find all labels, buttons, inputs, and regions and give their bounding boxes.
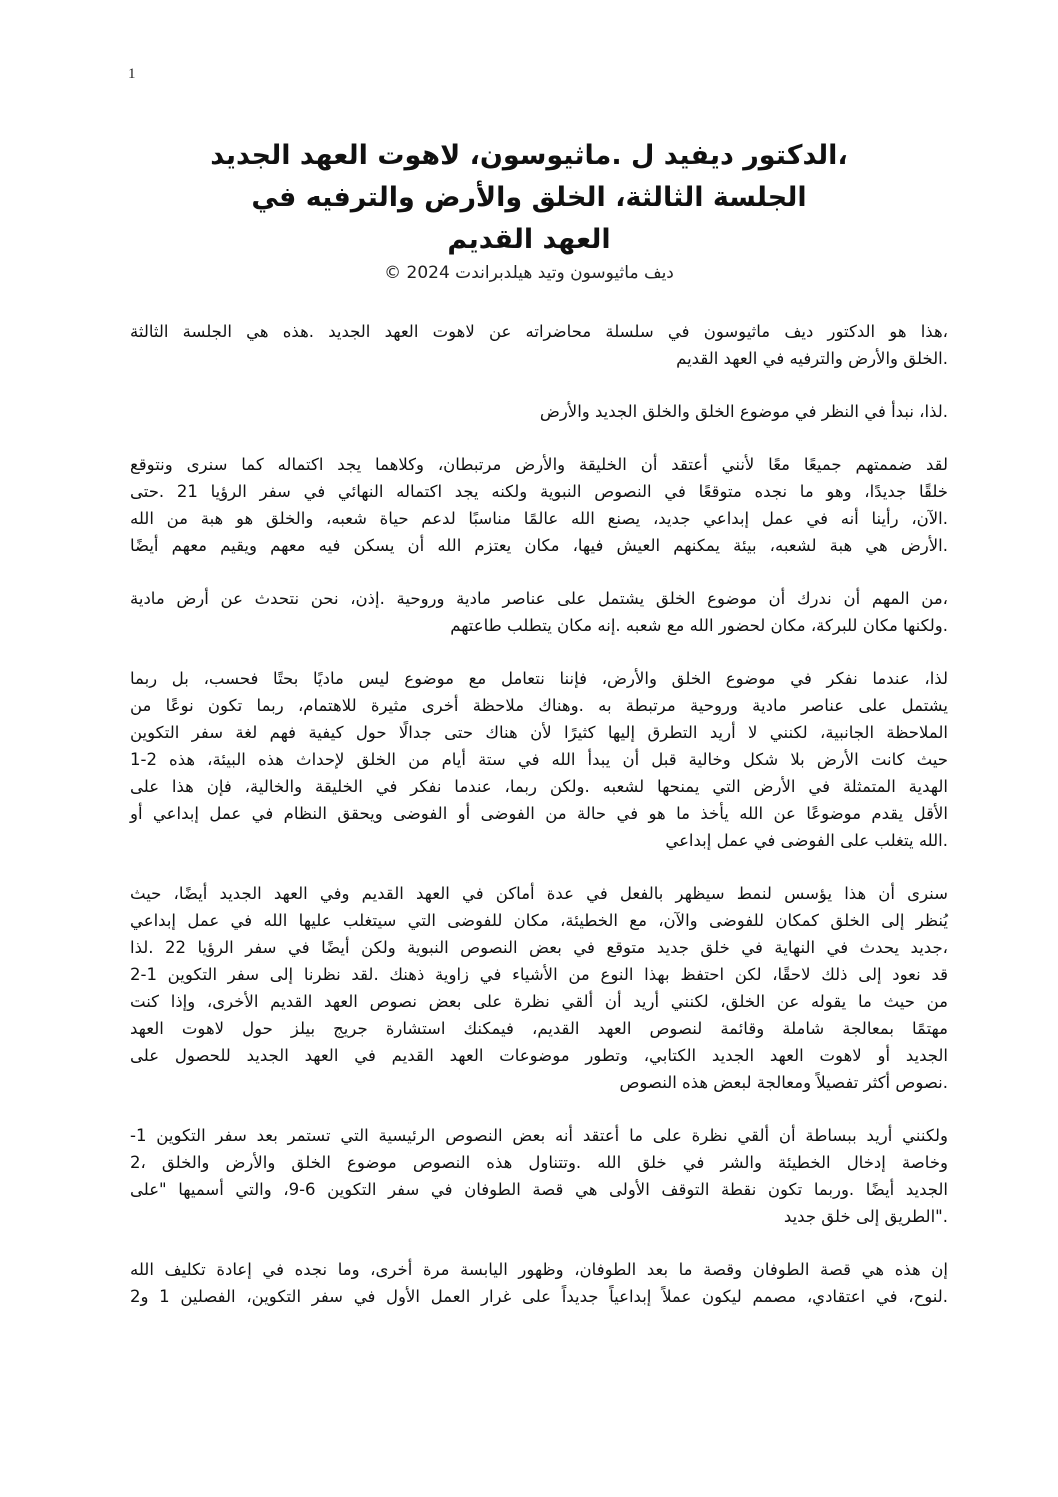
text-line: مهتمًا بمعالجة شاملة وقائمة لنصوص العهد القديم، فيمكنك استشارة جريج بيلز حول لاهوت العهد	[130, 1019, 948, 1038]
text-line: وخاصة إدخال الخطيئة والشر في خلق الله .وتتناول هذه النصوص موضوع الخلق والأرض والخلق ،2	[130, 1153, 948, 1172]
paragraph	[130, 880, 948, 1096]
text-line: الأقل يقدم موضوعًا عن الله يأخذ ما هو في حالة من الفوضى أو الفوضى ويحقق النظام في عمل إبداعي أو	[130, 804, 948, 823]
document-title-block	[100, 135, 958, 285]
page-number: 1	[128, 66, 136, 82]
paragraph	[130, 1122, 948, 1230]
paragraph	[130, 665, 948, 854]
title-line: ،الدكتور ديفيد ل .ماثيوسون، لاهوت العهد الجديد	[210, 140, 848, 171]
paragraph	[130, 398, 948, 425]
text-line: الجديد أو لاهوت العهد الجديد الكتابي، وتطور موضوعات العهد القديم في العهد الجديد للحصول على	[130, 1046, 948, 1065]
text-line: من حيث ما يقوله عن الخلق، لكنني أريد أن ألقي نظرة على بعض نصوص العهد القديم الأخرى، وإذا كنت	[130, 992, 948, 1011]
text-line: .الله يتغلب على الفوضى في عمل إبداعي	[665, 831, 948, 850]
text-line: يشتمل على عناصر مادية وروحية مرتبطة به .وهناك ملاحظة أخرى مثيرة للاهتمام، ربما تكون نوعًا من	[130, 696, 948, 715]
text-line: ."الطريق إلى خلق جديد	[783, 1207, 948, 1226]
text-line: الجديد أيضًا .وربما تكون نقطة التوقف الأولى هي قصة الطوفان في سفر التكوين 6-9، والتي أسميها "على	[130, 1180, 948, 1199]
text-line: يُنظر إلى الخلق كمكان للفوضى والآن، مع الخطيئة، مكان للفوضى التي سيتغلب عليها الله في عمل إبداعي	[130, 911, 948, 930]
copyright-line: ديف ماثيوسون وتيد هيلدبراندت 2024 ©	[384, 263, 674, 283]
text-line: لقد ضممتهم جميعًا معًا لأنني أعتقد أن الخليقة والأرض مرتبطان، وكلاهما يجد اكتماله كما سنرى ونتوقع	[130, 455, 948, 474]
text-line: .نصوص أكثر تفصيلاً ومعالجة لبعض هذه النصوص	[619, 1073, 948, 1092]
text-line: .ولكنها مكان للبركة، مكان لحضور الله مع شعبه .إنه مكان يتطلب طاعتهم	[450, 616, 948, 635]
text-line: .لذا، نبدأ في النظر في موضوع الخلق والخلق الجديد والأرض	[539, 402, 948, 421]
text-line: .لنوح، في اعتقادي، مصمم ليكون عملاً إبداعياً جديداً على غرار العمل الأول في سفر التكوين، الفصلين 1 و2	[130, 1287, 948, 1306]
text-line: ،من المهم أن ندرك أن موضوع الخلق يشتمل على عناصر مادية وروحية .إذن، نحن نتحدث عن أرض مادية	[130, 589, 948, 608]
text-line: ولكنني أريد ببساطة أن ألقي نظرة على ما أعتقد أنه بعض النصوص الرئيسية التي تستمر بعد سفر التكوين 1-	[130, 1126, 948, 1145]
text-line: لذا، عندما نفكر في موضوع الخلق والأرض، فإننا نتعامل مع موضوع ليس ماديًا بحتًا فحسب، بل ربما	[130, 669, 948, 688]
text-line: .الخلق والأرض والترفيه في العهد القديم	[676, 349, 948, 368]
paragraph	[130, 585, 948, 639]
text-line: الهدية المتمثلة في الأرض التي يمنحها لشعبه .ولكن ربما، عندما نفكر في الخليقة والخالية، فإن هذا على	[130, 777, 948, 796]
paragraph	[130, 318, 948, 372]
text-line: سنرى أن هذا يؤسس لنمط سيظهر بالفعل في عدة أماكن في العهد القديم وفي العهد الجديد أيضًا، حيث	[130, 884, 948, 903]
text-line: حيث كانت الأرض بلا شكل وخالية قبل أن يبدأ الله في ستة أيام من الخلق لإحداث هذه البيئة، هذه 2-1	[130, 750, 948, 769]
text-line: خلقًا جديدًا، وهو ما نجده متوقعًا في النصوص النبوية ولكنه يجد اكتماله النهائي في سفر الرؤيا 21 .حتى	[130, 482, 949, 501]
text-line: قد نعود إلى ذلك لاحقًا، لكن احتفظ بهذا النوع من الأشياء في زاوية ذهنك .لقد نظرنا إلى سفر التكوين 1-2	[130, 965, 948, 984]
text-line: الملاحظة الجانبية، لكنني لا أريد التطرق إليها كثيرًا لأن هناك حتى جدالًا حول كيفية فهم لغة سفر التكوين	[130, 723, 948, 742]
paragraph	[130, 1256, 948, 1310]
text-line: .الأرض هي هبة لشعبه، بيئة يمكنهم العيش فيها، مكان يعتزم الله أن يسكن فيه معهم ويقيم معهم أيضًا	[130, 536, 948, 555]
text-line: ،هذا هو الدكتور ديف ماثيوسون في سلسلة محاضراته عن لاهوت العهد الجديد .هذه هي الجلسة الثالثة	[130, 322, 948, 341]
title-line: العهد القديم	[447, 224, 611, 255]
document-body	[130, 318, 948, 1336]
text-line: ،جديد يحدث في النهاية في خلق جديد متوقع في بعض النصوص النبوية ولكن أيضًا في سفر الرؤيا 22 .لذا	[130, 938, 948, 957]
title-line: الجلسة الثالثة، الخلق والأرض والترفيه في	[251, 182, 807, 213]
text-line: .الآن، رأينا أنه في عمل إبداعي جديد، يصنع الله عالمًا مناسبًا لدعم حياة شعبه، والخلق هو هبة من الله	[130, 509, 948, 528]
text-line: إن هذه هي قصة الطوفان وقصة ما بعد الطوفان، وظهور اليابسة مرة أخرى، وما نجده في إعادة تكليف الله	[130, 1260, 948, 1279]
paragraph	[130, 451, 948, 559]
